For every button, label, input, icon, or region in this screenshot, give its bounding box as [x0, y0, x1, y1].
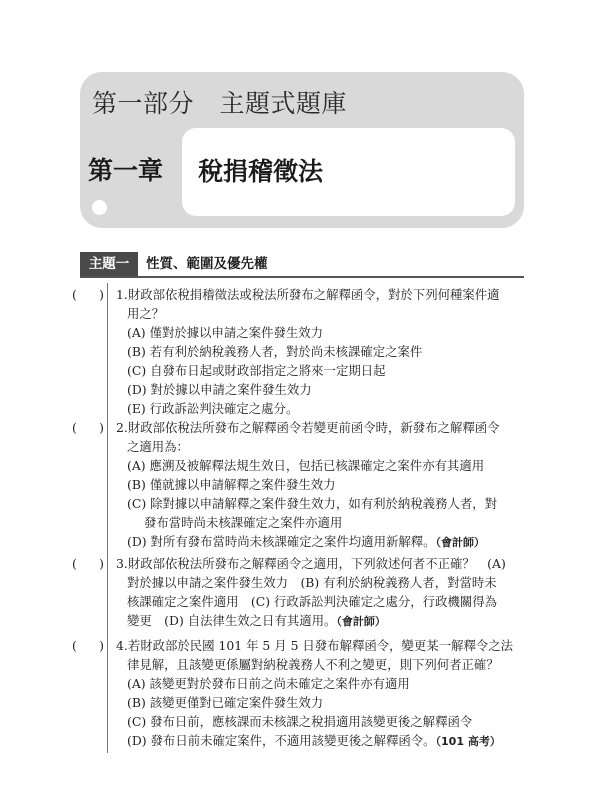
question-stem-line: 用之？ — [127, 306, 165, 321]
question-source: （會計師） — [336, 615, 386, 628]
question-body — [116, 554, 532, 630]
option-b: (B) 僅就據以申請解釋之案件發生效力 — [127, 477, 336, 492]
chapter-title: 稅捐稽徵法 — [198, 157, 324, 186]
option-c: (C) 自發布日起或財政部指定之將來一定期日起 — [127, 363, 386, 378]
decorative-dot-icon — [92, 200, 107, 215]
option-d: (D) 發布日前未確定案件，不適用該變更後之解釋函令。（101 高考） — [127, 733, 501, 748]
option-d: (D) 對於據以申請之案件發生效力 — [127, 382, 312, 397]
option-b: (B) 該變更僅對已確定案件發生效力 — [127, 695, 324, 710]
option-c-continued: 發布當時尚未核課確定之案件亦適用 — [144, 515, 343, 530]
answer-blank[interactable]: ( ) — [72, 556, 104, 571]
chapter-label: 第一章 — [88, 156, 164, 185]
option-d: (D) 對所有發布當時尚未核課確定之案件均適用新解釋。（會計師） — [127, 534, 486, 549]
question-source: （101 高考） — [435, 735, 501, 748]
option-b: (B) 若有利於納稅義務人者，對於尚未核課確定之案件 — [127, 344, 423, 359]
answer-blank[interactable]: ( ) — [72, 420, 104, 435]
question-body — [116, 285, 532, 418]
watermark — [210, 672, 490, 700]
question-stem-line: 之適用為： — [127, 439, 189, 454]
option-a: (A) 僅對於據以申請之案件發生效力 — [127, 325, 324, 340]
question-number: 3. — [116, 556, 128, 571]
option-c: (C) 發布日前，應核課而未核課之稅捐適用該變更後之解釋函令 — [127, 714, 473, 729]
topic-title: 性質、範圍及優先權 — [146, 256, 268, 272]
question-stem-line: 核課確定之案件適用 (C) 行政訴訟判決確定之處分，行政機關得為 — [127, 594, 498, 609]
question-number: 2. — [116, 420, 128, 435]
topic-tag: 主題一 — [80, 252, 138, 276]
answer-blank[interactable]: ( ) — [72, 287, 104, 302]
question-stem-line: 律見解，且該變更係屬對納稅義務人不利之變更，則下列何者正確？ — [127, 657, 499, 672]
answer-column-divider — [107, 283, 108, 753]
question-stem-line: 變更 (D) 自法律生效之日有其適用。（會計師） — [127, 613, 386, 628]
question-stem-line: 1.財政部依稅捐稽徵法或稅法所發布之解釋函令，對於下列何種案件適 — [116, 287, 500, 302]
topic-heading — [80, 252, 524, 278]
question-number: 4. — [116, 638, 128, 653]
option-a: (A) 應溯及被解釋法規生效日，包括已核課確定之案件亦有其適用 — [127, 458, 485, 473]
option-c: (C) 除對據以申請解釋之案件發生效力，如有利於納稅義務人者，對 — [127, 496, 498, 511]
chapter-title-card — [182, 128, 515, 216]
question-source: （會計師） — [435, 536, 486, 549]
option-a: (A) 該變更對於發布日前之尚未確定之案件亦有適用 — [127, 676, 410, 691]
part-title: 第一部分 主題式題庫 — [92, 89, 348, 118]
question-number: 1. — [116, 287, 128, 302]
question-body — [116, 418, 532, 551]
question-stem-line: 3.財政部依稅法所發布之解釋函令之適用，下列敘述何者不正確？ (A) — [116, 556, 506, 571]
question-stem-line: 4.若財政部於民國 101 年 5 月 5 日發布解釋函令，變更某一解釋令之法 — [116, 638, 514, 653]
option-e: (E) 行政訴訟判決確定之處分。 — [127, 401, 299, 416]
answer-blank[interactable]: ( ) — [72, 638, 104, 653]
question-stem-line: 2.財政部依稅法所發布之解釋函令若變更前函令時，新發布之解釋函令 — [116, 420, 500, 435]
question-stem-line: 對於據以申請之案件發生效力 (B) 有利於納稅義務人者，對當時未 — [127, 575, 497, 590]
